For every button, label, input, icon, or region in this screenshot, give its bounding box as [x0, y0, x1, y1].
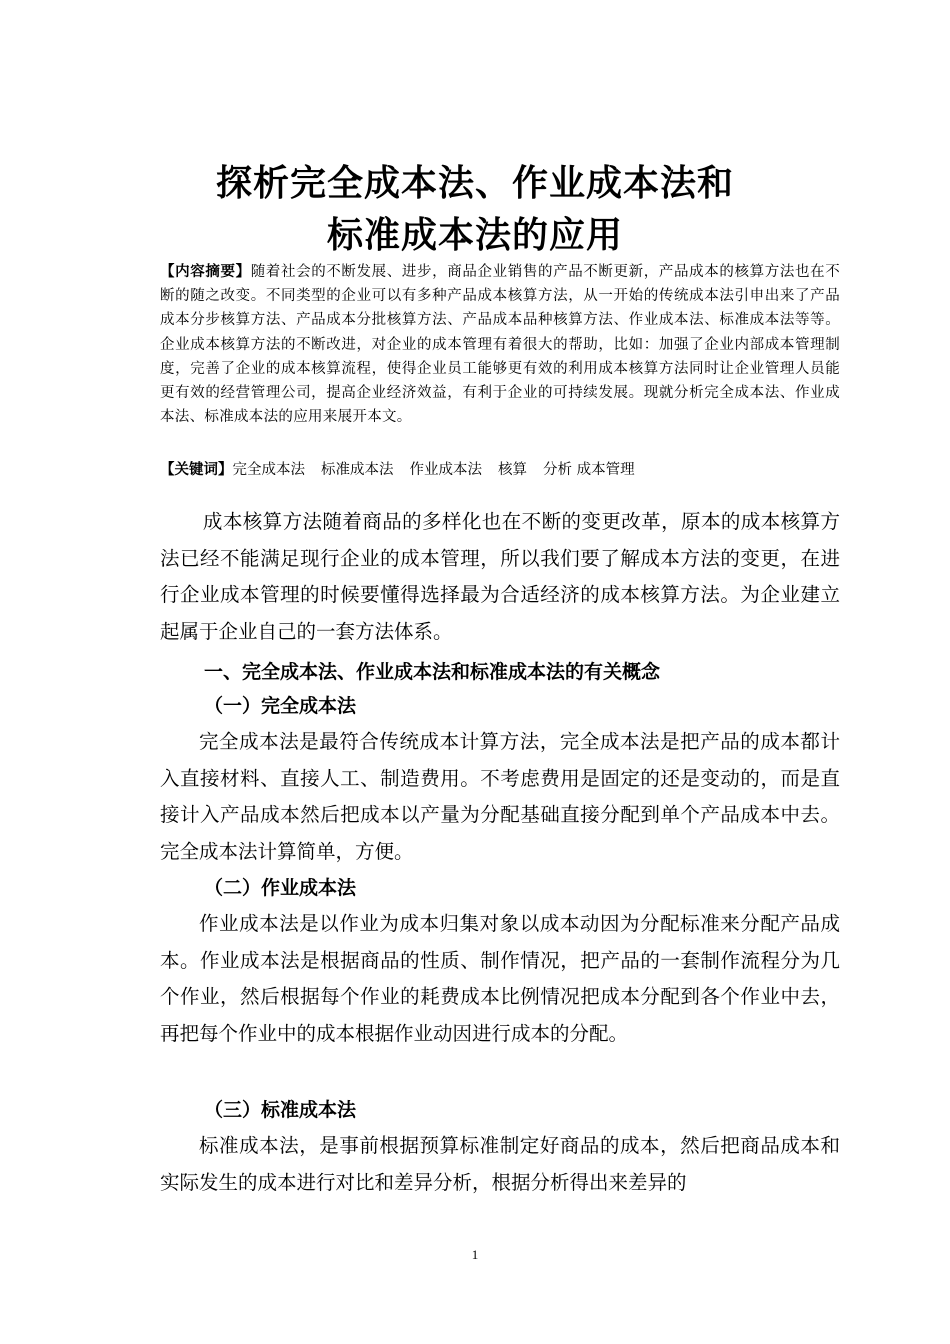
subsection-heading: （二）作业成本法 — [204, 877, 357, 899]
abstract-label: 【内容摘要】 — [160, 263, 251, 280]
keyword: 完全成本法 — [232, 462, 305, 478]
abstract-text: 随着社会的不断发展、进步，商品企业销售的产品不断更新，产品成本的核算方法也在不断的随之改变。不同类型的企业可以有多种产品成本核算方法，从一开始的传统成本法引申出来了产品成本分步核算方法、产品成本分批核算方法、产品成本品种核算方法、作业成本法、标准成本法等等。企业成本核算方法的不断改进，对企业的成本管理有着很大的帮助，比如：加强了企业内部成本管理制度，完善了企业的成本核算流程，使得企业员工能够更有效的利用成本核算方法同时让企业管理人员能更有效的经营管理公司，提高企业经济效益，有利于企业的可持续发展。现就分析完全成本法、作业成本法、标准成本法的应用来展开本文。 — [160, 264, 840, 426]
body-paragraph: 作业成本法是以作业为成本归集对象以成本动因为分配标准来分配产品成本。作业成本法是根据商品的性质、制作情况，把产品的一套制作流程分为几个作业，然后根据每个作业的耗费成本比例情况把成本分配到各个作业中去，再把每个作业中的成本根据作业动因进行成本的分配。 — [160, 912, 840, 1045]
keyword: 核算 — [498, 462, 527, 478]
body-paragraph: 标准成本法，是事前根据预算标准制定好商品的成本，然后把商品成本和实际发生的成本进行对比和差异分析，根据分析得出来差异的 — [160, 1134, 840, 1194]
page-number: 1 — [471, 1247, 479, 1262]
abstract — [160, 260, 840, 429]
subsection-heading: （一）完全成本法 — [204, 695, 357, 717]
title-line-2: 标准成本法的应用 — [326, 215, 623, 256]
title-line-1: 探析完全成本法、作业成本法和 — [215, 163, 734, 204]
intro-paragraph: 成本核算方法随着商品的多样化也在不断的变更改革，原本的成本核算方法已经不能满足现行企业的成本管理，所以我们要了解成本方法的变更，在进行企业成本管理的时候要懂得选择最为合适经济的成本核算方法。为企业建立起属于企业自己的一套方法体系。 — [160, 510, 840, 643]
keyword: 标准成本法 — [321, 462, 394, 478]
keyword: 分析 成本管理 — [543, 462, 635, 478]
section-heading: 一、完全成本法、作业成本法和标准成本法的有关概念 — [204, 661, 661, 683]
keyword: 作业成本法 — [409, 462, 482, 478]
keywords — [160, 458, 840, 482]
body-paragraph: 完全成本法是最符合传统成本计算方法，完全成本法是把产品的成本都计入直接材料、直接人工、制造费用。不考虑费用是固定的还是变动的，而是直接计入产品成本然后把成本以产量为分配基础直接分配到单个产品成本中去。完全成本法计算简单，方便。 — [160, 730, 840, 863]
subsection-heading: （三）标准成本法 — [204, 1099, 357, 1121]
keywords-label: 【关键词】 — [160, 461, 233, 478]
